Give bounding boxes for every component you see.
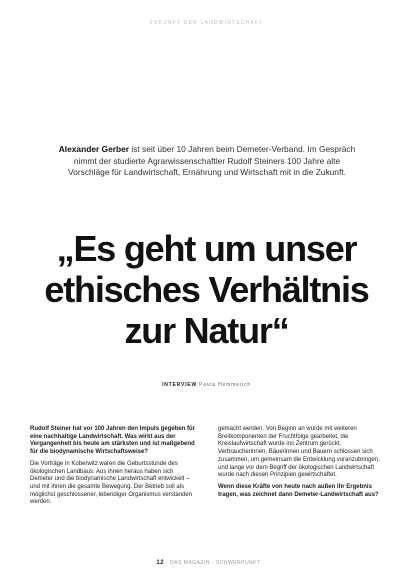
- interview-answer: gemacht werden. Von Beginn an wurde mit weiteren Breitkomponenten der Fruchtfolge gearbeitet, die Kreislaufwirtschaft wurde ins Zentrum gerückt. Verbraucherinnen, Bäuerinnen und Bauern schlossen sich zusammen, um gemeinsam die Entwicklung voranzubringen, und lange vor dem Begriff der ökologischen Landwirtschaft wurde nach diesen Prinzipien gewirtschaftet.: [218, 426, 380, 479]
- interview-question: Wenn diese Kräfte von heute nach außen ihr Ergebnis tragen, was zeichnet dann Demeter-Landwirtschaft aus?: [218, 483, 379, 498]
- page-number: 12: [156, 560, 165, 566]
- article-headline: [10, 228, 403, 351]
- intro-paragraph: [52, 144, 362, 179]
- intro-name: Alexander Gerber: [58, 144, 130, 154]
- interview-answer: Die Vorträge in Koberwitz waren die Geburtsstunde des ökologischen Landbaus. Aus ihnen heraus haben sich Demeter und die biodynamische Landwirtschaft entwickelt – und mit ihnen die gesamte Bewegung. Der Betrieb soll als möglichst geschlossener, lebendiger Organismus verstanden werden.: [30, 460, 193, 506]
- publication-name: DAS MAGAZIN · SCHWERPUNKT: [170, 560, 261, 566]
- headline-line-1: „Es geht um unser: [56, 228, 357, 269]
- byline: [0, 382, 413, 388]
- interview-question: Rudolf Steiner hat vor 100 Jahren den Impuls gegeben für eine nachhaltige Landwirtschaft. Was wirkt aus der Vergangenheit bis heute am stärksten und ist maßgebend für die biodynamische Wirtschaftsweise?: [30, 426, 196, 456]
- body-column-left: [30, 426, 196, 511]
- byline-label: INTERVIEW: [162, 382, 197, 388]
- headline-line-3: zur Natur“: [124, 310, 289, 351]
- byline-author: Paula Hemmerich: [199, 382, 251, 388]
- headline-line-2: ethisches Verhältnis: [44, 269, 369, 310]
- intro-text: ist seit über 10 Jahren beim Demeter-Verband. Im Gespräch nimmt der studierte Agrarwissenschaftler Rudolf Steiners 100 Jahre alte Vorschläge für Landwirtschaft, Ernährung und Wirtschaft mit in die Zukunft.: [68, 144, 356, 177]
- section-label: ZUKUNFT DER LANDWIRTSCHAFT: [149, 20, 264, 26]
- page-footer: [0, 560, 413, 566]
- body-column-right: [218, 426, 384, 503]
